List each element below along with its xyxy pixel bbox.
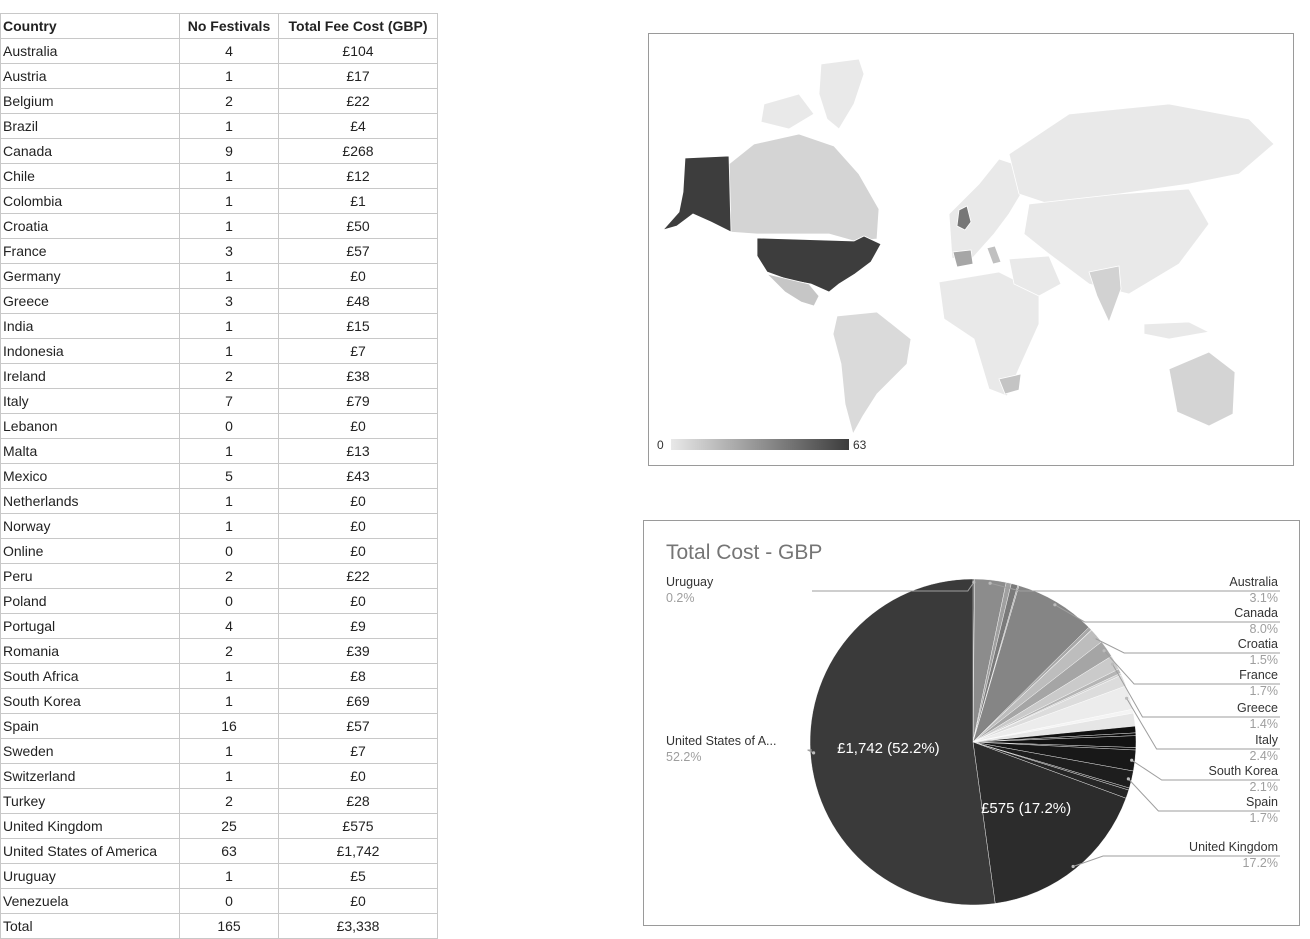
table-row <box>1 439 438 464</box>
cell-festivals: 25 <box>180 814 279 839</box>
table-row <box>1 714 438 739</box>
cell-country: Mexico <box>1 464 180 489</box>
cell-festivals: 1 <box>180 489 279 514</box>
cell-festivals: 1 <box>180 64 279 89</box>
leader-dot <box>812 751 815 754</box>
cell-fee: £104 <box>279 39 438 64</box>
cell-country: Lebanon <box>1 414 180 439</box>
cell-festivals: 1 <box>180 214 279 239</box>
cell-country: Switzerland <box>1 764 180 789</box>
map-region-italy <box>987 246 1001 264</box>
cell-festivals: 1 <box>180 189 279 214</box>
table-body <box>1 39 438 939</box>
cell-country: Croatia <box>1 214 180 239</box>
cell-fee: £48 <box>279 289 438 314</box>
cell-fee: £57 <box>279 714 438 739</box>
callout-name: Italy <box>1255 733 1278 747</box>
table-row <box>1 564 438 589</box>
cell-fee: £0 <box>279 764 438 789</box>
cell-country: Belgium <box>1 89 180 114</box>
table-row <box>1 39 438 64</box>
table-row <box>1 89 438 114</box>
cell-fee: £1 <box>279 189 438 214</box>
callout-name: Greece <box>1237 701 1278 715</box>
callout-name: Uruguay <box>666 575 714 589</box>
cell-fee: £0 <box>279 539 438 564</box>
cell-festivals: 1 <box>180 114 279 139</box>
color-scale-legend <box>671 439 849 450</box>
callout-pct: 8.0% <box>1249 622 1278 636</box>
cell-country: South Africa <box>1 664 180 689</box>
table-row <box>1 239 438 264</box>
cell-fee: £268 <box>279 139 438 164</box>
map-region-australia <box>1169 352 1235 426</box>
cell-festivals: 1 <box>180 264 279 289</box>
callout-pct: 1.4% <box>1249 717 1278 731</box>
map-region-africa <box>939 272 1039 396</box>
map-region-greenland <box>819 59 864 129</box>
table-row <box>1 114 438 139</box>
cell-festivals: 2 <box>180 564 279 589</box>
festival-cost-table <box>0 13 438 939</box>
callout-name: South Korea <box>1208 764 1278 778</box>
callout-pct: 3.1% <box>1249 591 1278 605</box>
cell-festivals: 1 <box>180 689 279 714</box>
table-row <box>1 864 438 889</box>
cell-festivals: 0 <box>180 414 279 439</box>
cell-festivals: 1 <box>180 339 279 364</box>
cell-fee: £0 <box>279 264 438 289</box>
cell-festivals: 1 <box>180 739 279 764</box>
cell-fee: £22 <box>279 89 438 114</box>
cell-fee: £0 <box>279 489 438 514</box>
table-row <box>1 289 438 314</box>
cell-festivals: 4 <box>180 39 279 64</box>
cell-country: Netherlands <box>1 489 180 514</box>
cell-fee: £0 <box>279 589 438 614</box>
slice-value-label: £575 (17.2%) <box>981 800 1072 817</box>
cell-fee: £1,742 <box>279 839 438 864</box>
table-row <box>1 389 438 414</box>
cell-festivals: 16 <box>180 714 279 739</box>
cell-country: Canada <box>1 139 180 164</box>
callout-name: Australia <box>1229 575 1278 589</box>
callout-name: Spain <box>1246 795 1278 809</box>
callout-pct: 2.1% <box>1249 780 1278 794</box>
table-row <box>1 414 438 439</box>
leader-dot <box>1111 663 1114 666</box>
cell-fee: £38 <box>279 364 438 389</box>
leader-dot <box>1072 865 1075 868</box>
cell-fee: £4 <box>279 114 438 139</box>
cell-country: Poland <box>1 589 180 614</box>
map-region-canada <box>729 134 879 241</box>
cell-country: Ireland <box>1 364 180 389</box>
callout-pct: 1.7% <box>1249 811 1278 825</box>
cell-festivals: 63 <box>180 839 279 864</box>
map-region-russia <box>1009 104 1274 204</box>
callout-name: United Kingdom <box>1189 840 1278 854</box>
cell-fee: £15 <box>279 314 438 339</box>
cell-fee: £22 <box>279 564 438 589</box>
callout-pct: 17.2% <box>1242 856 1278 870</box>
cell-country: Malta <box>1 439 180 464</box>
callout-pct: 1.5% <box>1249 653 1278 667</box>
callout-pct: 0.2% <box>666 591 695 605</box>
leader-dot <box>1103 649 1106 652</box>
cell-festivals: 4 <box>180 614 279 639</box>
cell-country: Colombia <box>1 189 180 214</box>
cell-country: Spain <box>1 714 180 739</box>
cell-country: Norway <box>1 514 180 539</box>
cell-country: Australia <box>1 39 180 64</box>
cell-country: Peru <box>1 564 180 589</box>
callout-pct: 2.4% <box>1249 749 1278 763</box>
legend-max-label: 63 <box>853 438 867 452</box>
cell-festivals: 1 <box>180 164 279 189</box>
callout-pct: 1.7% <box>1249 684 1278 698</box>
geo-map-chart <box>648 33 1294 466</box>
table-row <box>1 814 438 839</box>
cell-fee: £7 <box>279 739 438 764</box>
cell-fee: £575 <box>279 814 438 839</box>
map-region-spain <box>953 250 973 267</box>
cell-festivals: 1 <box>180 764 279 789</box>
callout-name: Croatia <box>1237 637 1278 651</box>
cell-fee: £0 <box>279 889 438 914</box>
cell-festivals: 1 <box>180 864 279 889</box>
cell-fee: £57 <box>279 239 438 264</box>
cell-fee: £5 <box>279 864 438 889</box>
cell-festivals: 1 <box>180 664 279 689</box>
cell-festivals: 3 <box>180 239 279 264</box>
cell-festivals: 1 <box>180 439 279 464</box>
cell-festivals: 3 <box>180 289 279 314</box>
table-row <box>1 789 438 814</box>
table-row <box>1 914 438 939</box>
cell-festivals: 1 <box>180 514 279 539</box>
cell-festivals: 0 <box>180 889 279 914</box>
table-row <box>1 839 438 864</box>
table-header-row <box>1 14 438 39</box>
pie-chart <box>643 520 1300 926</box>
cell-country: Greece <box>1 289 180 314</box>
cell-festivals: 0 <box>180 589 279 614</box>
table-row <box>1 664 438 689</box>
cell-country: Venezuela <box>1 889 180 914</box>
table-row <box>1 364 438 389</box>
map-region-alaska <box>663 156 731 232</box>
cell-festivals: 5 <box>180 464 279 489</box>
pie-title: Total Cost - GBP <box>666 541 823 564</box>
callout-pct: 52.2% <box>666 750 702 764</box>
table-row <box>1 514 438 539</box>
cell-fee: £0 <box>279 514 438 539</box>
map-region-india <box>1089 266 1121 322</box>
leader-dot <box>1053 603 1056 606</box>
leader-dot <box>989 582 992 585</box>
cell-festivals: 2 <box>180 364 279 389</box>
cell-fee: £7 <box>279 339 438 364</box>
table-row <box>1 764 438 789</box>
header-no-festivals: No Festivals <box>180 14 279 39</box>
leader-dot <box>1093 636 1096 639</box>
cell-fee: £17 <box>279 64 438 89</box>
cell-country: South Korea <box>1 689 180 714</box>
table-row <box>1 189 438 214</box>
cell-festivals: 2 <box>180 789 279 814</box>
cell-festivals: 165 <box>180 914 279 939</box>
slice-value-label: £1,742 (52.2%) <box>837 739 940 757</box>
table-row <box>1 64 438 89</box>
callout-name: United States of A... <box>666 734 777 748</box>
map-region-south-america <box>833 312 911 434</box>
cell-fee: £43 <box>279 464 438 489</box>
cell-country: France <box>1 239 180 264</box>
table-row <box>1 164 438 189</box>
table-row <box>1 639 438 664</box>
cell-country: Romania <box>1 639 180 664</box>
leader-dot <box>1125 697 1128 700</box>
cell-country: Italy <box>1 389 180 414</box>
cell-country: India <box>1 314 180 339</box>
cell-festivals: 1 <box>180 314 279 339</box>
table-row <box>1 339 438 364</box>
table-row <box>1 139 438 164</box>
cell-country: Indonesia <box>1 339 180 364</box>
cell-fee: £79 <box>279 389 438 414</box>
leader-dot <box>1127 777 1130 780</box>
leader-dot <box>972 581 975 584</box>
cell-country: Turkey <box>1 789 180 814</box>
cell-festivals: 7 <box>180 389 279 414</box>
header-total-fee: Total Fee Cost (GBP) <box>279 14 438 39</box>
table-row <box>1 589 438 614</box>
cell-country: United States of America <box>1 839 180 864</box>
table-row <box>1 739 438 764</box>
cell-country: Austria <box>1 64 180 89</box>
cell-country: Brazil <box>1 114 180 139</box>
table-row <box>1 464 438 489</box>
cell-festivals: 0 <box>180 539 279 564</box>
cell-fee: £3,338 <box>279 914 438 939</box>
cell-fee: £39 <box>279 639 438 664</box>
table-row <box>1 264 438 289</box>
callout-name: Canada <box>1234 606 1278 620</box>
map-region-arctic-islands <box>761 94 814 129</box>
cell-fee: £9 <box>279 614 438 639</box>
cell-fee: £0 <box>279 414 438 439</box>
cell-fee: £12 <box>279 164 438 189</box>
cell-country: United Kingdom <box>1 814 180 839</box>
cell-fee: £8 <box>279 664 438 689</box>
legend-min-label: 0 <box>657 438 664 452</box>
table-row <box>1 539 438 564</box>
leader-dot <box>1130 759 1133 762</box>
header-country: Country <box>1 14 180 39</box>
cell-fee: £50 <box>279 214 438 239</box>
cell-festivals: 2 <box>180 639 279 664</box>
cell-fee: £69 <box>279 689 438 714</box>
cell-fee: £28 <box>279 789 438 814</box>
table-row <box>1 214 438 239</box>
cell-fee: £13 <box>279 439 438 464</box>
cell-festivals: 2 <box>180 89 279 114</box>
table-row <box>1 689 438 714</box>
cell-country: Total <box>1 914 180 939</box>
table-row <box>1 614 438 639</box>
cell-festivals: 9 <box>180 139 279 164</box>
pie-svg <box>644 521 1299 925</box>
cell-country: Chile <box>1 164 180 189</box>
cell-country: Portugal <box>1 614 180 639</box>
table-row <box>1 489 438 514</box>
cell-country: Online <box>1 539 180 564</box>
cell-country: Sweden <box>1 739 180 764</box>
table-row <box>1 889 438 914</box>
callout-name: France <box>1239 668 1278 682</box>
table-row <box>1 314 438 339</box>
map-region-indonesia <box>1144 322 1209 339</box>
map-region-usa <box>757 236 881 292</box>
world-map <box>649 34 1293 465</box>
cell-country: Germany <box>1 264 180 289</box>
cell-country: Uruguay <box>1 864 180 889</box>
